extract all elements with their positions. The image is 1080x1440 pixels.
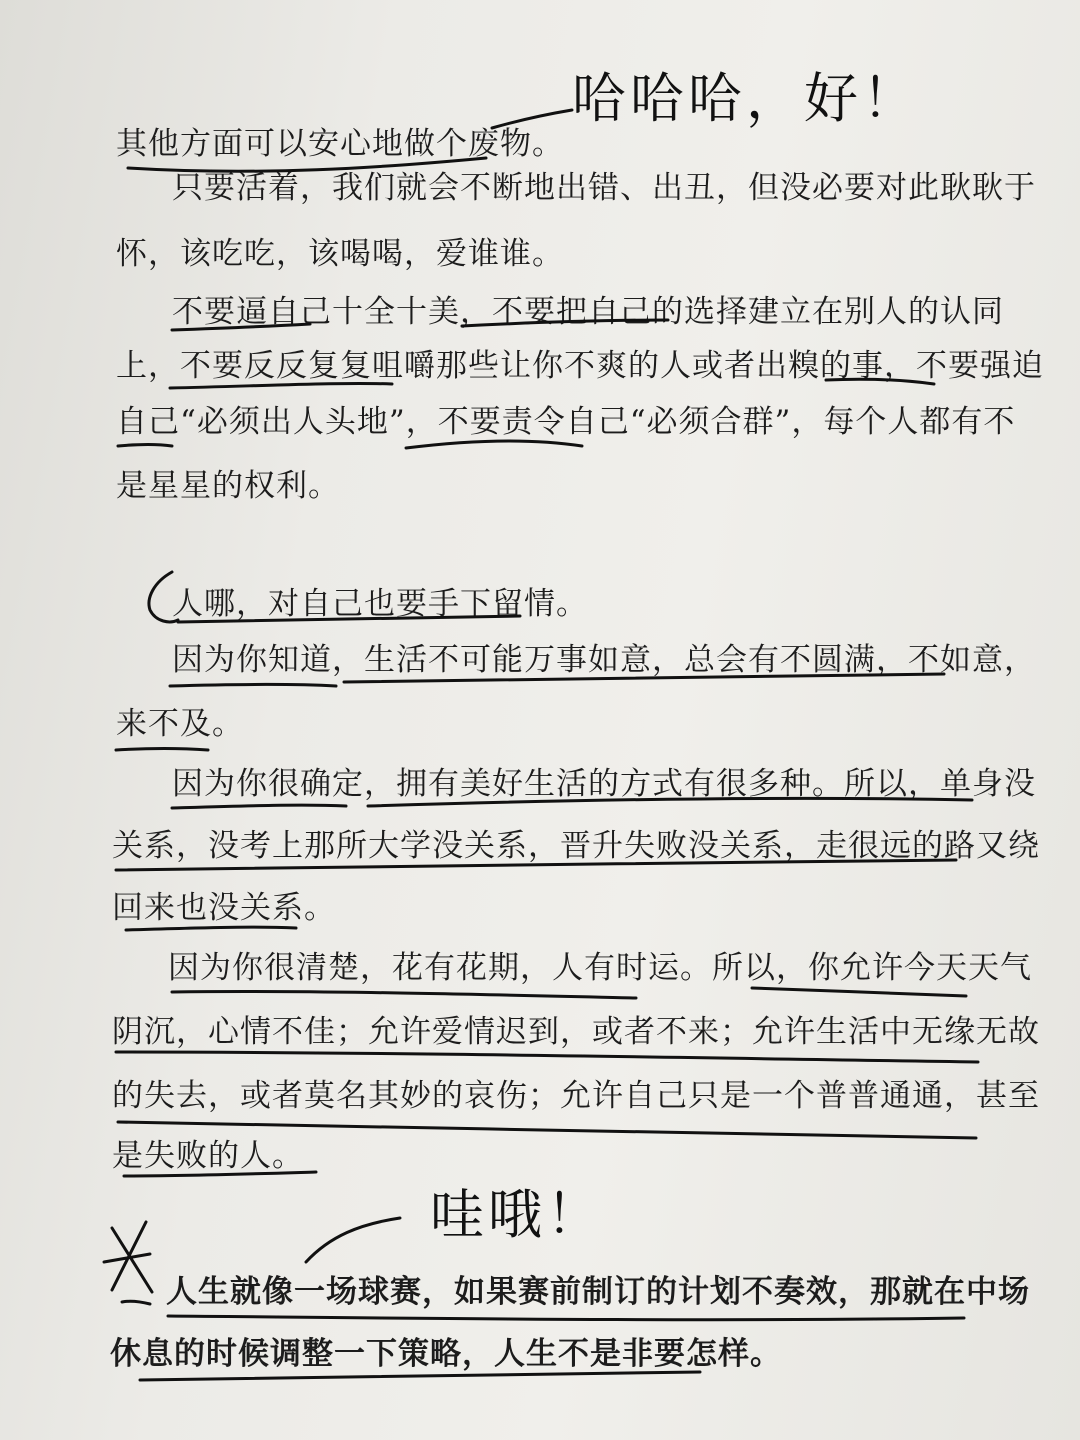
underline-stroke — [170, 685, 336, 687]
text-line-bold: 休息的时候调整一下策略，人生不是非要怎样。 — [110, 1336, 782, 1372]
pen-dash — [122, 1301, 150, 1304]
text-line: 的失去，或者莫名其妙的哀伤；允许自己只是一个普普通通，甚至 — [112, 1078, 1040, 1114]
text-line: 因为你知道，生活不可能万事如意，总会有不圆满，不如意， — [172, 642, 1036, 678]
underline-stroke — [116, 1052, 978, 1062]
text-line: 阴沉，心情不佳；允许爱情迟到，或者不来；允许生活中无缘无故 — [112, 1014, 1040, 1050]
pen-dash — [306, 1218, 400, 1262]
text-line: 怀，该吃吃，该喝喝，爱谁谁。 — [116, 236, 564, 272]
handwritten-note: 哇哦！ — [430, 1183, 604, 1246]
underline-stroke — [118, 445, 172, 447]
text-line-bold: 人生就像一场球赛，如果赛前制订的计划不奏效，那就在中场 — [166, 1274, 1030, 1310]
text-line: 来不及。 — [116, 706, 244, 742]
text-line: 是星星的权利。 — [116, 468, 340, 504]
underline-stroke — [116, 749, 208, 751]
text-line: 人哪，对自己也要手下留情。 — [172, 586, 588, 622]
text-line: 因为你很确定，拥有美好生活的方式有很多种。所以，单身没 — [172, 766, 1036, 802]
text-line: 其他方面可以安心地做个废物。 — [116, 126, 564, 162]
underline-stroke — [172, 991, 636, 998]
text-line: 自己“必须出人头地”，不要责令自己“必须合群”，每个人都有不 — [116, 404, 1016, 440]
text-line: 回来也没关系。 — [112, 890, 336, 926]
text-line: 关系，没考上那所大学没关系，晋升失败没关系，走很远的路又绕 — [112, 828, 1040, 864]
underline-stroke — [752, 988, 966, 996]
underline-stroke — [168, 1316, 964, 1320]
handwritten-note: 哈哈哈，好！ — [572, 67, 920, 130]
underline-stroke — [172, 805, 346, 808]
text-line: 是失败的人。 — [112, 1138, 304, 1174]
pen-asterisk — [104, 1222, 152, 1292]
text-line: 上，不要反反复复咀嚼那些让你不爽的人或者出糗的事，不要强迫 — [116, 348, 1044, 384]
text-line: 只要活着，我们就会不断地出错、出丑，但没必要对此耿耿于 — [172, 170, 1036, 206]
text-line: 因为你很清楚，花有花期，人有时运。所以，你允许今天天气 — [168, 950, 1032, 986]
text-line: 不要逼自己十全十美，不要把自己的选择建立在别人的认同 — [172, 294, 1004, 330]
